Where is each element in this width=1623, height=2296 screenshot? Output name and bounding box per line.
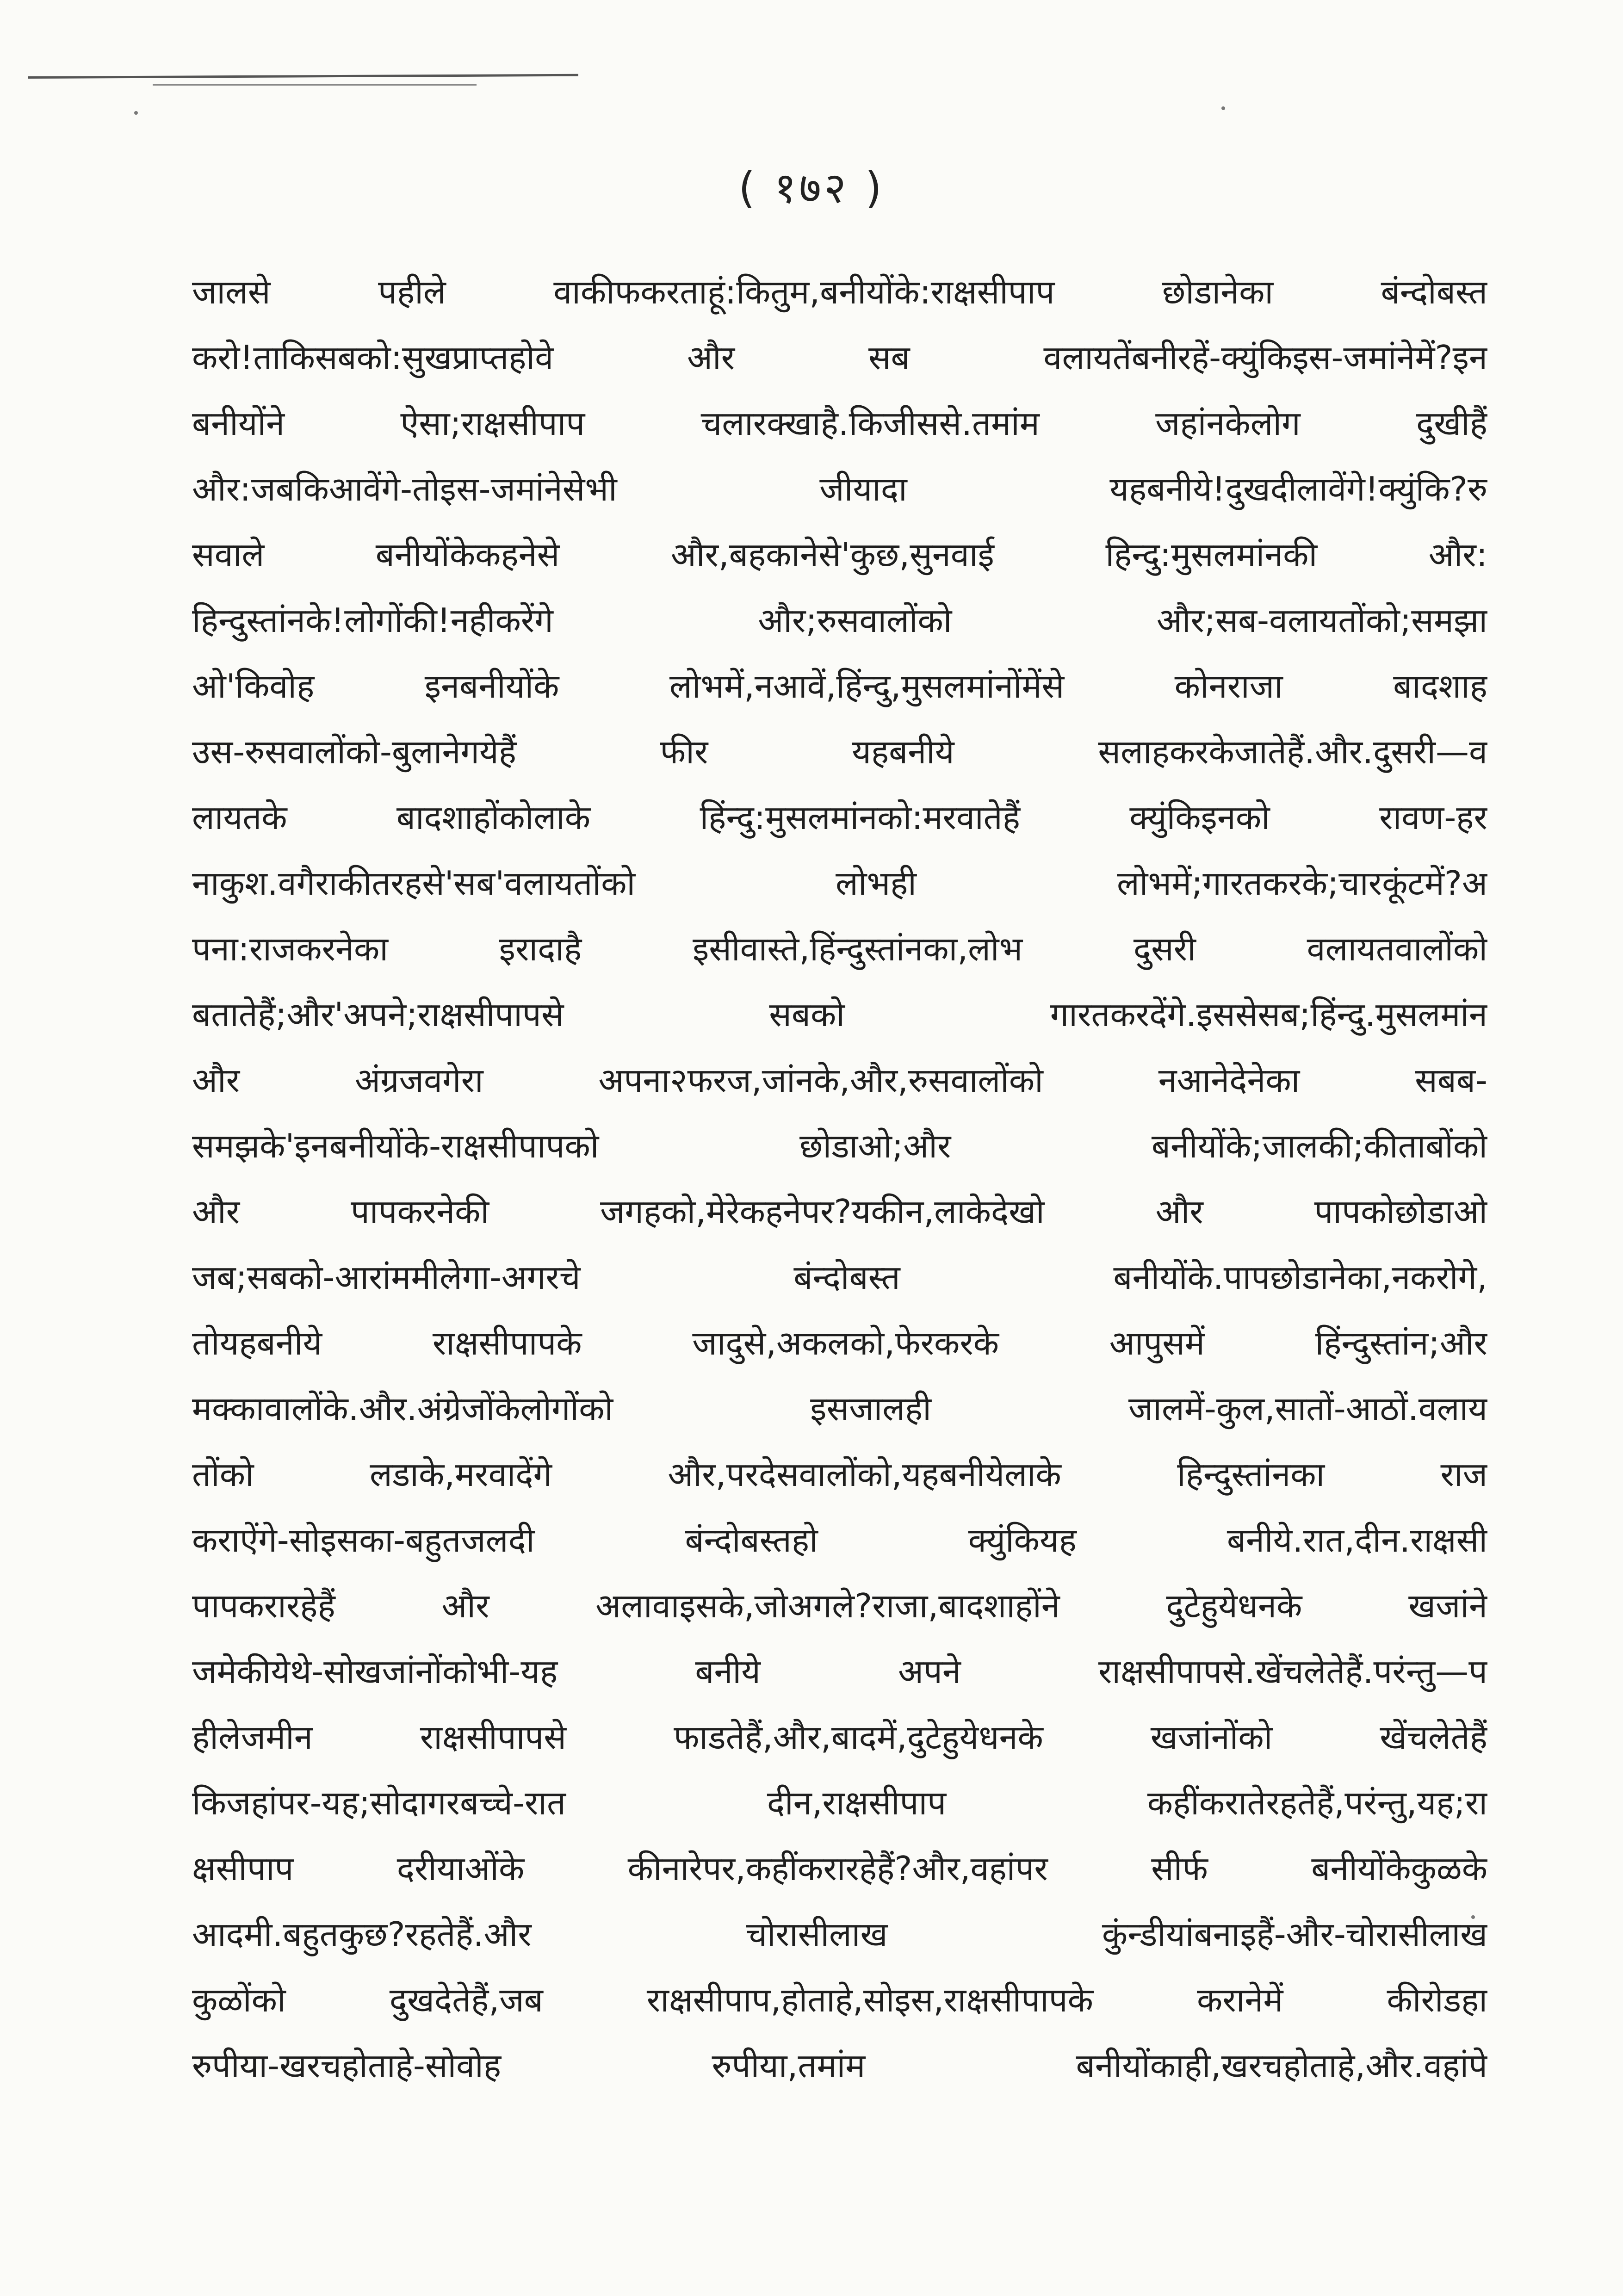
page-body bbox=[192, 259, 1487, 2098]
text-line: क्षसीपाप दरीयाओंके कीनारेपर,कहींकरारहेहैं?और,वहांपर सीर्फ बनीयोंकेकुळके bbox=[192, 1849, 1487, 1888]
ink-speck bbox=[1221, 106, 1225, 110]
text-line: पापकरारहेहैं और अलावाइसके,जोअगले?राजा,बादशाहोंने दुटेहुयेधनके खजांने bbox=[192, 1586, 1487, 1625]
text-line: ओ'किवोह इनबनीयोंके लोभमें,नआवें,हिंन्दु,मुसलमांनोंमेंसे कोनराजा बादशाह bbox=[192, 667, 1487, 706]
top-rule bbox=[28, 74, 578, 79]
text-line: करो!ताकिसबको:सुखप्राप्तहोवे और सब वलायतेंबनीरहें-क्युंकिइस-जमांनेमें?इन bbox=[192, 338, 1487, 377]
text-line: किजहांपर-यह;सोदागरबच्चे-रात दीन,राक्षसीपाप कहींकरातेरहतेहैं,परंन्तु,यह;रा bbox=[192, 1783, 1487, 1822]
text-line: रुपीया-खरचहोताहे-सोवोह रुपीया,तमांम बनीयोंकाही,खरचहोताहे,और.वहांपे bbox=[192, 2046, 1487, 2085]
text-line: नाकुश.वगैराकीतरहसे'सब'वलायतोंको लोभही लोभमें;गारतकरके;चारकूंटमें?अ bbox=[192, 864, 1487, 903]
text-line: बतातेहैं;और'अपने;राक्षसीपापसे सबको गारतकरदेंगे.इससेसब;हिंन्दु.मुसलमांन bbox=[192, 995, 1487, 1034]
text-line: समझके'इनबनीयोंके-राक्षसीपापको छोडाओ;और बनीयोंके;जालकी;कीताबोंको bbox=[192, 1126, 1487, 1165]
text-line: जालसे पहीले वाकीफकरताहूं:कितुम,बनीयोंके:राक्षसीपाप छोडानेका बंन्दोबस्त bbox=[192, 272, 1487, 311]
text-line: और पापकरनेकी जगहको,मेरेकहनेपर?यकीन,लाकेदेखो और पापकोछोडाओ bbox=[192, 1192, 1487, 1231]
text-line: बनीयोंने ऐसा;राक्षसीपाप चलारक्खाहै.किजीससे.तमांम जहांनकेलोग दुखीहैं bbox=[192, 404, 1487, 443]
text-line: मक्कावालोंके.और.अंग्रेजोंकेलोगोंको इसजालही जालमें-कुल,सातों-आठों.वलाय bbox=[192, 1389, 1487, 1428]
text-line: उस-रुसवालोंको-बुलानेगयेहैं फीर यहबनीये सलाहकरकेजातेहैं.और.दुसरी—व bbox=[192, 732, 1487, 771]
text-line: सवाले बनीयोंकेकहनेसे और,बहकानेसे'कुछ,सुनवाई हिन्दु:मुसलमांनकी और: bbox=[192, 535, 1487, 574]
text-line: तोंको लडाके,मरवादेंगे और,परदेसवालोंको,यहबनीयेलाके हिन्दुस्तांनका राज bbox=[192, 1455, 1487, 1494]
text-line: जमेकीयेथे-सोखजांनोंकोभी-यह बनीये अपने राक्षसीपापसे.खेंचलेतेहैं.परंन्तु—प bbox=[192, 1652, 1487, 1691]
page-number: ( १७२ ) bbox=[738, 163, 885, 213]
text-line: तोयहबनीये राक्षसीपापके जादुसे,अकलको,फेरकरके आपुसमें हिंन्दुस्तांन;और bbox=[192, 1324, 1487, 1362]
text-line: लायतके बादशाहोंकोलाके हिंन्दु:मुसलमांनको:मरवातेहैं क्युंकिइनको रावण-हर bbox=[192, 798, 1487, 837]
text-line: जब;सबको-आरांममीलेगा-अगरचे बंन्दोबस्त बनीयोंके.पापछोडानेका,नकरोगे, bbox=[192, 1258, 1487, 1297]
text-line: पना:राजकरनेका इरादाहै इसीवास्ते,हिंन्दुस्तांनका,लोभ दुसरी वलायतवालोंको bbox=[192, 929, 1487, 968]
text-line: और:जबकिआवेंगे-तोइस-जमांनेसेभी जीयादा यहबनीये!दुखदीलावेंगे!क्युंकि?रु bbox=[192, 470, 1487, 508]
text-line: हिन्दुस्तांनके!लोगोंकी!नहीकरेंगे और;रुसवालोंको और;सब-वलायतोंको;समझा bbox=[192, 601, 1487, 640]
text-line: हीलेजमीन राक्षसीपापसे फाडतेहैं,और,बादमें,दुटेहुयेधनके खजांनोंको खेंचलेतेहैं bbox=[192, 1718, 1487, 1757]
text-line: कुळोंको दुखदेतेहैं,जब राक्षसीपाप,होताहे,सोइस,राक्षसीपापके करानेमें कीरोडहा bbox=[192, 1980, 1487, 2019]
ink-speck bbox=[134, 111, 138, 115]
top-rule-secondary bbox=[153, 84, 477, 86]
text-line: कराऐंगे-सोइसका-बहुतजलदी बंन्दोबस्तहो क्युंकियह बनीये.रात,दीन.राक्षसी bbox=[192, 1521, 1487, 1560]
text-line: और अंग्रजवगेरा अपना२फरज,जांनके,और,रुसवालोंको नआनेदेनेका सबब- bbox=[192, 1061, 1487, 1100]
text-line: आदमी.बहुतकुछ?रहतेहैं.और चोरासीलाख कुंन्डीयांबनाइहैं-और-चोरासीलाख bbox=[192, 1915, 1487, 1954]
